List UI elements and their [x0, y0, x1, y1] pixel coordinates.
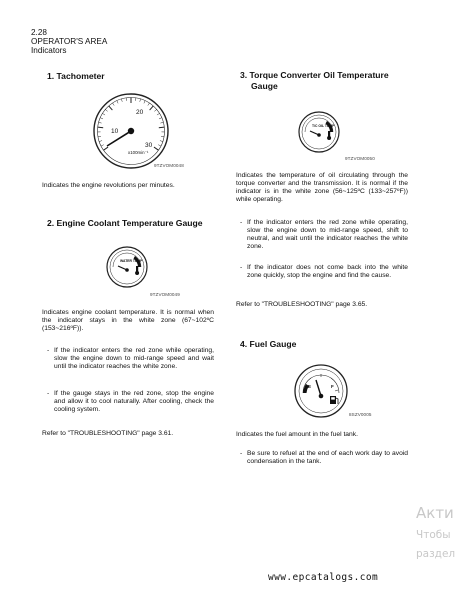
activation-watermark-line3: раздел — [416, 548, 456, 560]
tacho-label-30: 30 — [145, 142, 153, 149]
activation-watermark-line2: Чтобы — [416, 529, 451, 541]
tachometer-figure-code: 9TZVOM0048 — [154, 163, 184, 168]
torque-figure-code: 9TZVOM0050 — [345, 156, 375, 161]
tacho-tick — [98, 127, 103, 128]
bullet-dash: - — [240, 264, 243, 271]
torque-description: Indicates the temperature of oil circulating through the torque converter and the transmission. It is normal if the indicator is in the white zone (56~125ºC (133~257ºF)) while operating. — [236, 172, 408, 203]
torque-dial-label: T/C OIL TEMP — [312, 124, 335, 128]
tachometer-dial-icon — [92, 92, 170, 170]
chapter-title: OPERATOR'S AREA — [31, 37, 108, 46]
fuel-figure-code: 8SZV0005 — [349, 412, 372, 417]
fuel-label-empty: E — [308, 384, 312, 389]
page-number: 2.28 — [31, 28, 47, 37]
fuel-bullet-1 — [240, 450, 408, 466]
section-title: Indicators — [31, 46, 67, 55]
fuel-bullet-1-text: Be sure to refuel at the end of each work day to avoid condensation in the tank. — [247, 450, 408, 465]
tacho-unit: x100min⁻¹ — [128, 150, 149, 155]
coolant-refer: Refer to "TROUBLESHOOTING" page 3.61. — [42, 430, 174, 437]
torque-refer: Refer to "TROUBLESHOOTING" page 3.65. — [236, 301, 368, 308]
coolant-bullet-1-text: If the indicator enters the red zone while operating, slow the engine down to mid-range speed and wait until the indicator reaches the white zone. — [54, 347, 214, 370]
bullet-dash: - — [47, 390, 50, 397]
coolant-dial-label: WATER TEMP — [120, 259, 143, 263]
fuel-heading: 4. Fuel Gauge — [240, 339, 297, 349]
coolant-gauge-illustration — [100, 245, 154, 289]
torque-bullet-2-text: If the indicator does not come back into the white zone quickly, stop the engine and find the cause. — [247, 264, 408, 279]
fuel-gauge-illustration — [290, 363, 352, 419]
torque-bullet-1 — [240, 219, 408, 251]
fuel-description: Indicates the fuel amount in the fuel tank. — [236, 431, 358, 438]
tacho-hub — [128, 128, 134, 134]
bullet-dash: - — [47, 347, 50, 354]
fuel-label-full: F — [331, 384, 334, 389]
bullet-dash: - — [240, 219, 243, 226]
torque-heading-line2: Gauge — [251, 81, 278, 91]
torque-gauge-illustration — [292, 110, 346, 154]
torque-gauge-icon — [292, 110, 346, 154]
footer-url: www.epcatalogs.com — [268, 572, 379, 583]
coolant-bullet-1 — [47, 347, 214, 371]
coolant-description: Indicates engine coolant temperature. It is normal when the indicator stays in the white zone (67~102ºC (153~216ºF)). — [42, 309, 214, 332]
coolant-gauge-icon — [100, 245, 154, 289]
tacho-tick — [159, 127, 164, 128]
tacho-label-10: 10 — [111, 128, 119, 135]
fuel-gauge-icon — [290, 363, 352, 419]
tachometer-heading: 1. Tachometer — [47, 71, 105, 81]
coolant-figure-code: 9TZVOM0049 — [150, 292, 180, 297]
coolant-bullet-2-text: If the gauge stays in the red zone, stop the engine and allow it to cool naturally. After cooling, check the cooling system. — [54, 390, 214, 413]
activation-watermark-title: Акти — [416, 504, 454, 522]
coolant-bullet-2 — [47, 390, 214, 414]
torque-heading-line1: 3. Torque Converter Oil Temperature — [240, 70, 389, 80]
torque-bullet-1-text: If the indicator enters the red zone while operating, slow the engine down to mid-range speed, shift to neutral, and wait until the indicator reaches the white zone. — [247, 219, 408, 250]
torque-bullet-2 — [240, 264, 408, 280]
coolant-heading: 2. Engine Coolant Temperature Gauge — [47, 218, 203, 228]
tachometer-description: Indicates the engine revolutions per minutes. — [42, 182, 175, 189]
tachometer-illustration — [92, 92, 170, 170]
tacho-label-20: 20 — [136, 109, 144, 116]
bullet-dash: - — [240, 450, 243, 457]
